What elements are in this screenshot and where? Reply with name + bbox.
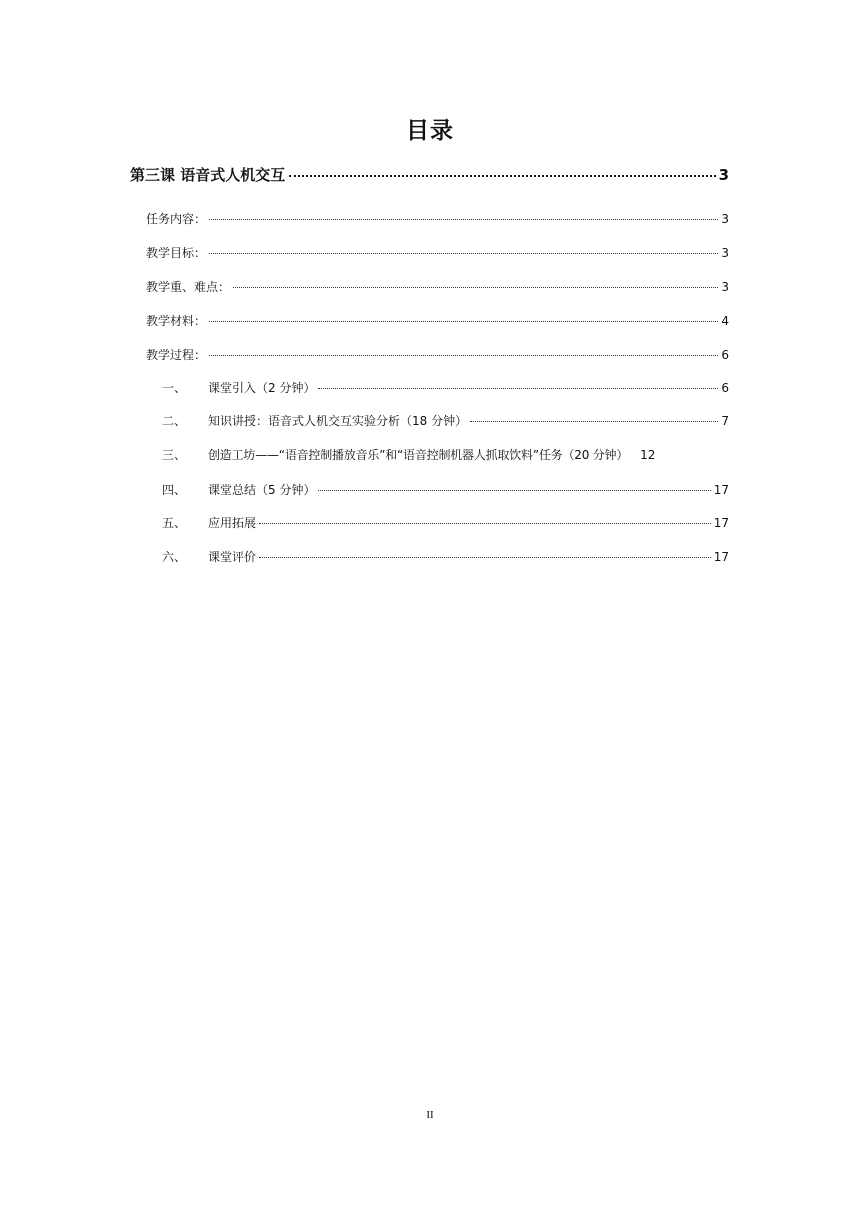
dot-leader — [259, 557, 711, 558]
toc-entry-page: 3 — [718, 166, 729, 184]
toc-entry-page: 6 — [721, 381, 729, 395]
dot-leader — [233, 287, 718, 288]
toc-entry-key-points[interactable] — [146, 278, 729, 295]
toc-entry-materials[interactable] — [146, 312, 729, 329]
dot-leader — [209, 321, 718, 322]
toc-entry-step-1[interactable] — [162, 379, 729, 396]
toc-entry-page: 6 — [721, 348, 729, 362]
toc-entry-label: 创造工坊——“语音控制播放音乐”和“语音控制机器人抓取饮料”任务（20 分钟） — [208, 448, 629, 462]
toc-entry-page: 17 — [713, 516, 729, 530]
toc-entry-label: 教学材料： — [146, 314, 207, 328]
toc-entry-label: 教学重、难点： — [146, 280, 231, 294]
toc-entry-number: 六、 — [162, 550, 187, 564]
toc-entry-label: 应用拓展 — [208, 516, 257, 530]
page-number: II — [426, 1109, 434, 1121]
toc-entry-step-6[interactable] — [162, 548, 729, 565]
dot-leader — [209, 219, 718, 220]
toc-entry-label: 课堂引入（2 分钟） — [208, 381, 316, 395]
toc-entry-number: 二、 — [162, 414, 187, 428]
toc-entry-page: 3 — [721, 212, 729, 226]
toc-entry-teaching-goals[interactable] — [146, 244, 729, 261]
toc-entry-label: 课堂评价 — [208, 550, 257, 564]
toc-entry-page: 12 — [640, 448, 656, 462]
toc-entry-label: 任务内容： — [146, 212, 207, 226]
toc-entry-process[interactable] — [146, 346, 729, 363]
dot-leader — [318, 490, 710, 491]
toc-entry-page: 3 — [721, 246, 729, 260]
toc-entry-step-4[interactable] — [162, 481, 729, 498]
toc-entry-page: 7 — [721, 414, 729, 428]
toc-entry-label: 教学目标： — [146, 246, 207, 260]
page-title: 目录 — [406, 118, 454, 144]
toc-entry-number: 一、 — [162, 381, 187, 395]
dot-leader — [259, 523, 711, 524]
toc-entry-number: 四、 — [162, 483, 187, 497]
toc-entry-page: 17 — [713, 483, 729, 497]
toc-entry-page: 17 — [713, 550, 729, 564]
toc-entry-step-5[interactable] — [162, 514, 729, 531]
toc-entry-label: 课堂总结（5 分钟） — [208, 483, 316, 497]
toc-entry-label: 第三课 语音式人机交互 — [130, 166, 286, 184]
toc-entry-step-3[interactable] — [162, 446, 729, 463]
toc-entry-number: 五、 — [162, 516, 187, 530]
dot-leader — [318, 388, 718, 389]
toc-entry-label: 知识讲授：语音式人机交互实验分析（18 分钟） — [208, 414, 468, 428]
toc-entry-page: 3 — [721, 280, 729, 294]
toc-entry-task-content[interactable] — [146, 210, 729, 227]
toc-entry-number: 三、 — [162, 448, 187, 462]
dot-leader — [209, 253, 718, 254]
dot-leader — [289, 175, 715, 177]
toc-entry-page: 4 — [721, 314, 729, 328]
toc-entry-lesson[interactable] — [130, 164, 729, 185]
toc-entry-step-2[interactable] — [162, 412, 729, 429]
dot-leader — [470, 421, 718, 422]
toc-entry-label: 教学过程： — [146, 348, 207, 362]
dot-leader — [209, 355, 718, 356]
